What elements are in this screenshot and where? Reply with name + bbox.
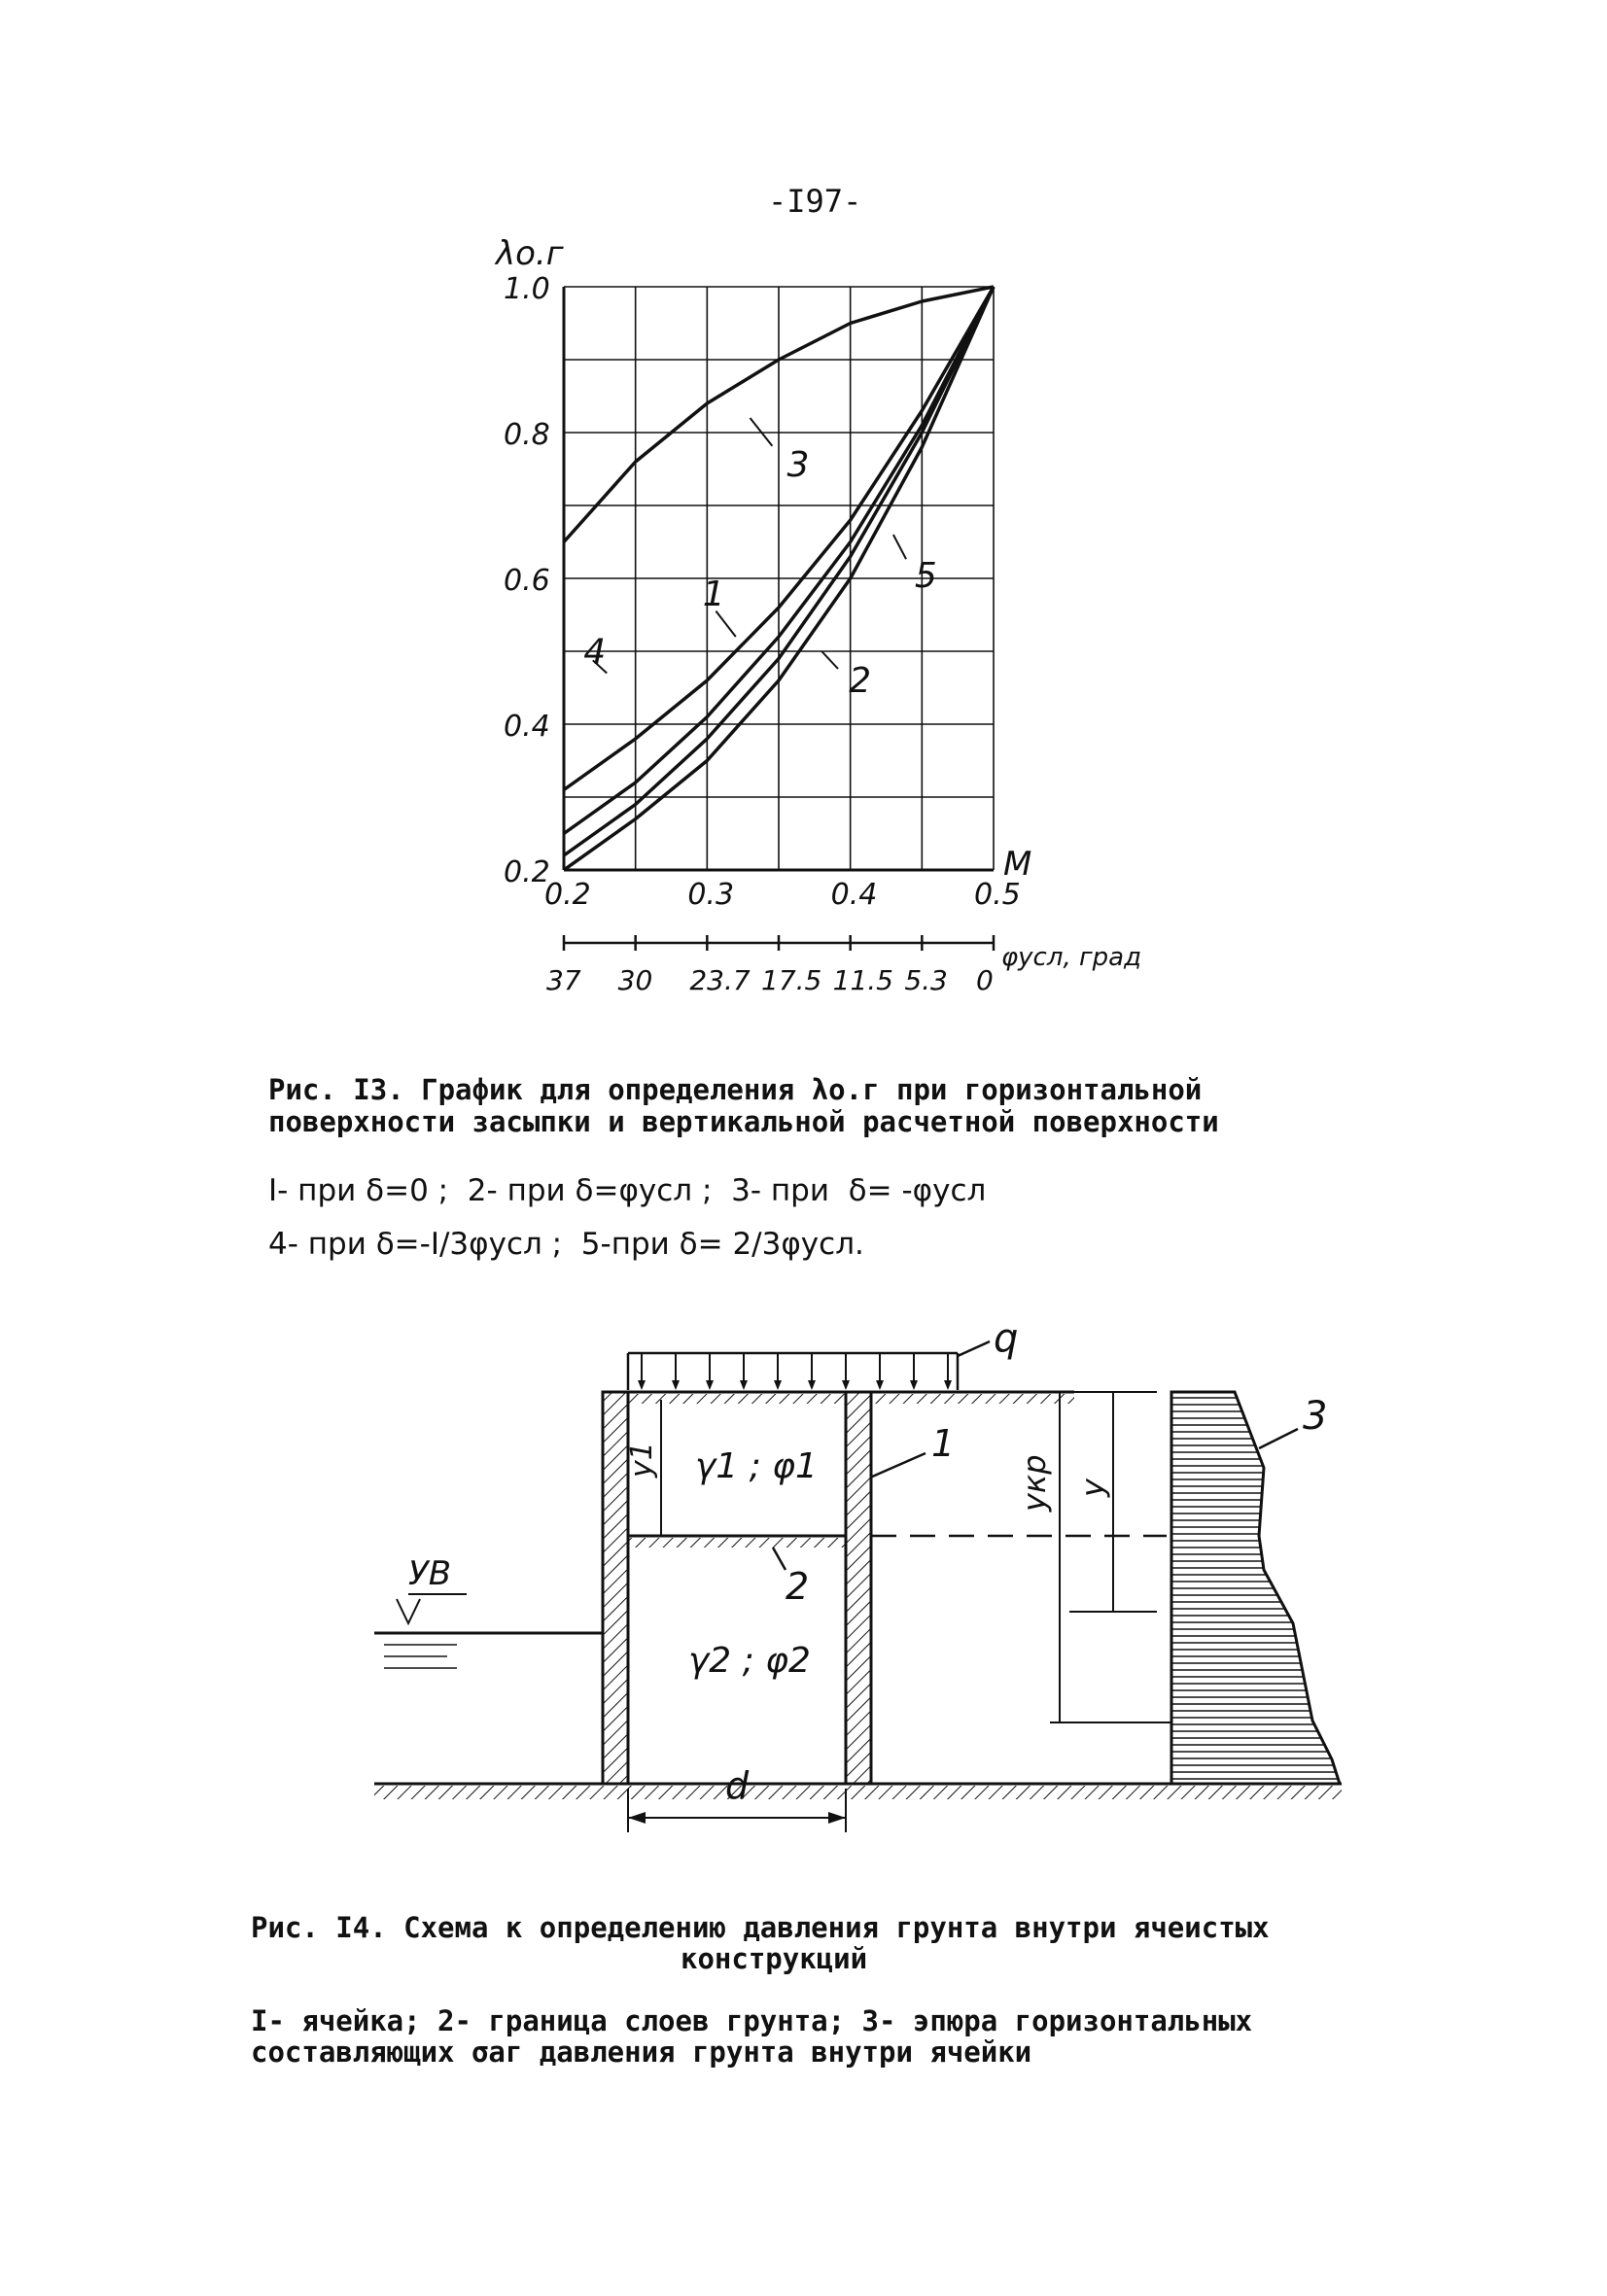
x-axis-label: M [1003, 845, 1032, 884]
label-d: d [725, 1764, 750, 1807]
fig13-legend-line1: I- при δ=0 ; 2- при δ=φусл ; 3- при δ= -φусл [268, 1173, 987, 1208]
dimension-y [1050, 1392, 1171, 1722]
y-tick-label: 0.6 [504, 564, 550, 598]
secondary-tick-label: 30 [617, 964, 653, 996]
load-arrowhead [740, 1380, 748, 1390]
y-tick-label: 1.0 [504, 272, 550, 306]
secondary-tick-label: 23.7 [689, 964, 751, 996]
x-tick-label: 0.3 [687, 878, 735, 912]
secondary-tick-label: 5.3 [904, 964, 948, 996]
x-tick-label: 0.2 [544, 878, 591, 912]
secondary-tick-label: 0 [976, 964, 994, 996]
label-ykr: yкр [1016, 1454, 1053, 1512]
secondary-tick-label: 11.5 [832, 964, 894, 996]
load-arrowhead [876, 1380, 884, 1390]
fig13-caption-line2: поверхности засыпки и вертикальной расчетной поверхности [268, 1105, 1219, 1138]
series-label-4: 4 [583, 632, 607, 673]
series-leader [893, 535, 906, 559]
y-tick-label: 0.4 [504, 710, 550, 744]
secondary-tick-label: 37 [546, 964, 581, 996]
label-layer-1: γ1 ; φ1 [695, 1446, 818, 1486]
fig14-caption-line2: конструкций [681, 1942, 868, 1975]
load-arrowhead [842, 1380, 850, 1390]
fig14-legend-line1: I- ячейка; 2- граница слоев грунта; 3- эпюра горизонтальных [251, 2004, 1253, 2037]
load-arrowhead [910, 1380, 918, 1390]
fig13-legend-line2: 4- при δ=-I/3φусл ; 5-при δ= 2/3φусл. [268, 1227, 864, 1262]
cell-wall-right [846, 1392, 871, 1784]
load-arrowhead [706, 1380, 714, 1390]
x-tick-label: 0.5 [974, 878, 1021, 912]
label-three: 3 [1303, 1394, 1328, 1439]
series-leader [716, 611, 735, 637]
figure-14-diagram [0, 1303, 1607, 1847]
series-label-2: 2 [849, 661, 872, 701]
secondary-axis-label: φусл, град [1001, 943, 1142, 972]
label-uv: УВ [408, 1554, 452, 1593]
label-y: y [1074, 1478, 1111, 1497]
load-arrowhead [774, 1380, 782, 1390]
x-tick-label: 0.4 [830, 878, 878, 912]
load-arrowhead [638, 1380, 646, 1390]
label-layer-2: γ2 ; φ2 [688, 1641, 811, 1681]
y-tick-label: 0.2 [504, 855, 550, 889]
load-arrowhead [808, 1380, 816, 1390]
secondary-tick-label: 17.5 [761, 964, 822, 996]
water-level [374, 1594, 603, 1668]
load-arrowhead [944, 1380, 952, 1390]
fig14-caption-line1: Рис. I4. Схема к определению давления грунта внутри ячеистых [251, 1911, 1270, 1944]
fig13-caption-line1: Рис. I3. График для определения λo.г при горизонтальной [268, 1073, 1203, 1106]
soil-layer-boundary [628, 1536, 1167, 1548]
pressure-diagram [1171, 1392, 1340, 1784]
surface-load-q [628, 1353, 958, 1390]
y-axis-label: λo.г [496, 234, 564, 273]
load-arrowhead [672, 1380, 680, 1390]
label-q: q [994, 1316, 1019, 1361]
series-label-5: 5 [914, 556, 937, 596]
series-label-1: 1 [702, 574, 725, 614]
y-tick-label: 0.8 [504, 418, 550, 452]
secondary-axis [546, 935, 994, 996]
fig14-legend-line2: составляющих σаг давления грунта внутри ячейки [251, 2035, 1032, 2069]
label-one: 1 [931, 1422, 956, 1465]
label-y1: y1 [625, 1442, 659, 1478]
page-number: -I97- [768, 183, 862, 220]
label-two: 2 [786, 1565, 810, 1608]
series-label-3: 3 [786, 445, 810, 485]
series-leader [821, 651, 838, 669]
ground-line [374, 1784, 1342, 1799]
